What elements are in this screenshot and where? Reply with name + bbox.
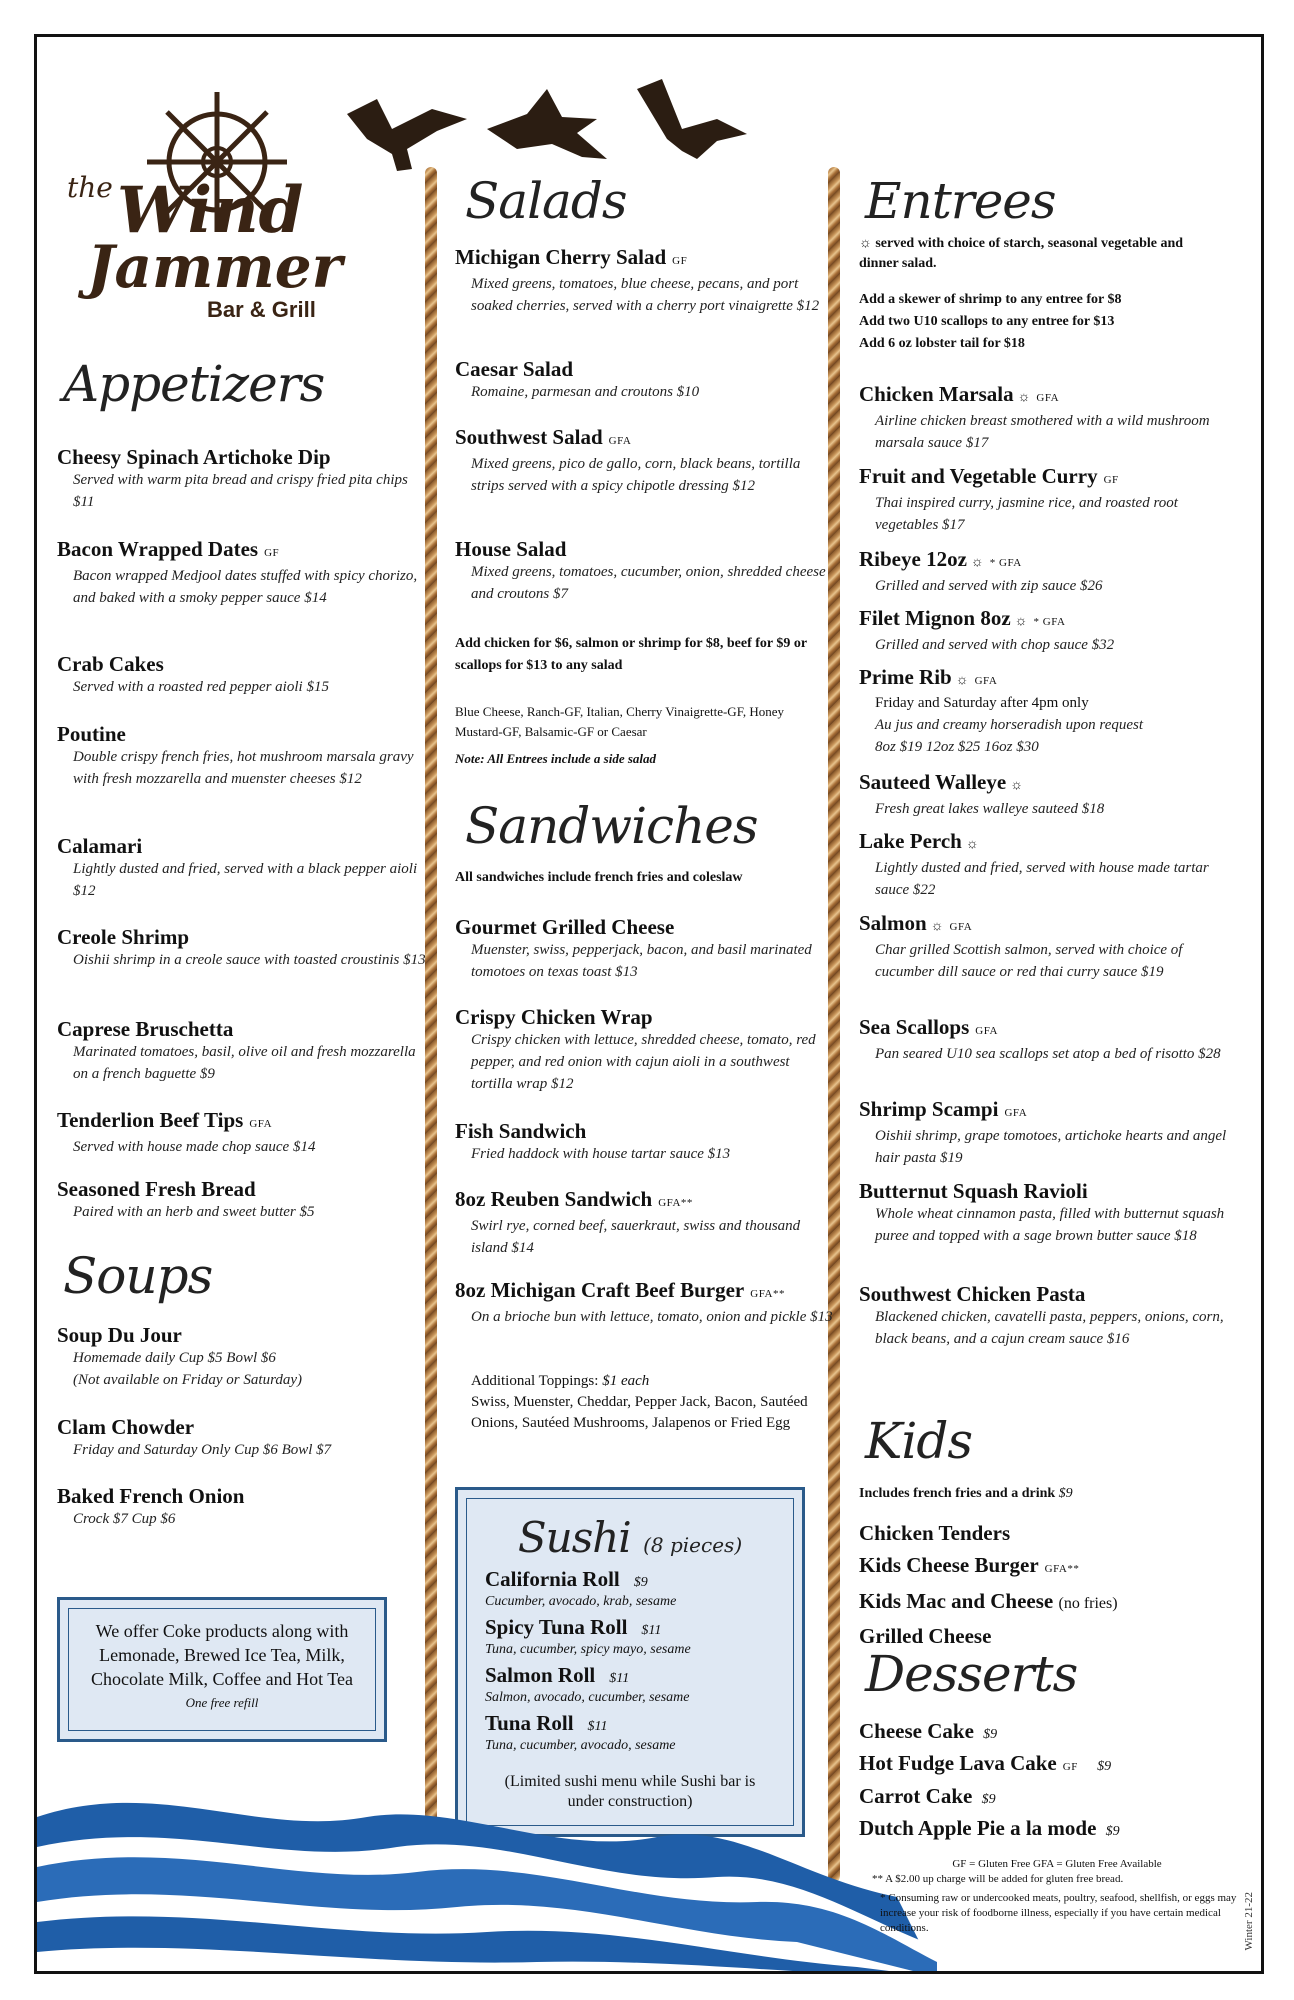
season-label: Winter 21-22	[1243, 1892, 1255, 1951]
sushi-item: Spicy Tuna Roll $11 Tuna, cucumber, spicy mayo, sesame	[485, 1615, 691, 1657]
menu-item: Lake Perch ☼ Lightly dusted and fried, served with house made tartar sauce $22	[859, 829, 1209, 898]
menu-item: Clam Chowder Friday and Saturday Only Cup $6 Bowl $7	[57, 1415, 332, 1458]
menu-item: Creole Shrimp Oishii shrimp in a creole sauce with toasted croustinis $13	[57, 925, 426, 968]
menu-item: Fruit and Vegetable Curry GF Thai inspired curry, jasmine rice, and roasted root vegetables $17	[859, 464, 1178, 533]
sushi-note: (Limited sushi menu while Sushi bar is under construction)	[504, 1773, 756, 1810]
drinks-text: We offer Coke products along with Lemonade, Brewed Ice Tea, Milk, Chocolate Milk, Coffee and Hot Tea	[90, 1621, 353, 1689]
menu-item: Gourmet Grilled Cheese Muenster, swiss, pepperjack, bacon, and basil marinated tomotoes on texas toast $13	[455, 915, 812, 980]
menu-item: Prime Rib ☼ GFA Friday and Saturday after 4pm only Au jus and creamy horseradish upon request 8oz $19 12oz $25 16oz $30	[859, 665, 1144, 755]
sandwiches-title: Sandwiches	[465, 797, 758, 855]
menu-item: Crispy Chicken Wrap Crispy chicken with lettuce, shredded cheese, tomato, red pepper, and red onion with cajun aioli in a southwest tortilla wrap $12	[455, 1005, 816, 1092]
menu-item: Chicken Marsala ☼ GFA Airline chicken breast smothered with a wild mushroom marsala sauce $17	[859, 382, 1210, 451]
menu-item: Butternut Squash Ravioli Whole wheat cinnamon pasta, filled with butternut squash puree and topped with a sage brown butter sauce $18	[859, 1179, 1225, 1244]
menu-item: Sea Scallops GFA Pan seared U10 sea scallops set atop a bed of risotto $28	[859, 1015, 1221, 1062]
entree-addon: Add two U10 scallops to any entree for $13	[859, 314, 1115, 329]
sushi-item: California Roll $9 Cucumber, avocado, krab, sesame	[485, 1567, 677, 1609]
menu-item: Bacon Wrapped Dates GF Bacon wrapped Medjool dates stuffed with spicy chorizo, and baked with a smoky pepper sauce $14	[57, 537, 418, 606]
menu-item: Seasoned Fresh Bread Paired with an herb and sweet butter $5	[57, 1177, 315, 1220]
menu-item: Caprese Bruschetta Marinated tomatoes, basil, olive oil and fresh mozzarella on a french baguette $9	[57, 1017, 416, 1082]
menu-item: Baked French Onion Crock $7 Cup $6	[57, 1484, 245, 1527]
appetizers-title: Appetizers	[63, 355, 325, 413]
kids-subtitle: Includes french fries and a drink $9	[859, 1486, 1073, 1501]
consumption-warning: * Consuming raw or undercooked meats, poultry, seafood, shellfish, or eggs may increase your risk of foodborne illness, especially if you have certain medical conditions.	[880, 1892, 1237, 1934]
menu-item: Salmon ☼ GFA Char grilled Scottish salmon, served with choice of cucumber dill sauce or red thai curry sauce $19	[859, 911, 1183, 980]
sushi-item: Salmon Roll $11 Salmon, avocado, cucumber, sesame	[485, 1663, 690, 1705]
menu-item: Poutine Double crispy french fries, hot mushroom marsala gravy with fresh mozzarella and muenster cheeses $12	[57, 722, 414, 787]
menu-item: Michigan Cherry Salad GF Mixed greens, tomatoes, blue cheese, pecans, and port soaked cherries, served with a cherry port vinaigrette $12	[455, 245, 820, 314]
menu-item: Crab Cakes Served with a roasted red pepper aioli $15	[57, 652, 329, 695]
geese-icon	[337, 59, 797, 179]
menu-item: Filet Mignon 8oz ☼ * GFA Grilled and served with chop sauce $32	[859, 606, 1115, 653]
sushi-title: Sushi	[517, 1513, 631, 1562]
kids-title: Kids	[865, 1412, 973, 1470]
entrees-title: Entrees	[865, 172, 1056, 230]
sushi-item: Tuna Roll $11 Tuna, cucumber, avocado, sesame	[485, 1711, 676, 1753]
menu-item: Fish Sandwich Fried haddock with house tartar sauce $13	[455, 1119, 731, 1162]
menu-item: Cheese Cake $9 Hot Fudge Lava Cake GF $9 Carrot Cake $9 Dutch Apple Pie a la mode $9	[859, 1719, 1120, 1840]
entree-addon: Add a skewer of shrimp to any entree for $8	[859, 292, 1122, 307]
footer-notes	[872, 1857, 1242, 1936]
menu-item: Soup Du Jour Homemade daily Cup $5 Bowl $6 (Not available on Friday or Saturday)	[57, 1323, 302, 1388]
menu-item: Southwest Chicken Pasta Blackened chicken, cavatelli pasta, peppers, onions, corn, black beans, and a cajun cream sauce $16	[859, 1282, 1224, 1347]
logo-the: the	[67, 171, 113, 204]
entree-intro: ☼ served with choice of starch, seasonal vegetable and dinner salad.	[859, 236, 1184, 271]
menu-item: House Salad Mixed greens, tomatoes, cucumber, onion, shredded cheese and croutons $7	[455, 537, 826, 602]
gluten-legend: GF = Gluten Free GFA = Gluten Free Available	[952, 1858, 1162, 1870]
entree-salad-note: Note: All Entrees include a side salad	[455, 751, 657, 766]
drinks-box	[57, 1597, 387, 1742]
soups-title: Soups	[63, 1247, 213, 1305]
menu-item: Southwest Salad GFA Mixed greens, pico de gallo, corn, black beans, tortilla strips served with a spicy chipotle dressing $12	[455, 425, 801, 494]
menu-item: Chicken Tenders Kids Cheese Burger GFA** Kids Mac and Cheese (no fries) Grilled Cheese	[859, 1521, 1118, 1648]
wind-jammer-logo	[57, 77, 357, 327]
menu-item: 8oz Reuben Sandwich GFA** Swirl rye, corned beef, sauerkraut, swiss and thousand island $14	[455, 1187, 801, 1256]
sandwich-subtitle: All sandwiches include french fries and coleslaw	[455, 870, 743, 885]
desserts-title: Desserts	[865, 1645, 1078, 1703]
dressings: Blue Cheese, Ranch-GF, Italian, Cherry Vinaigrette-GF, Honey Mustard-GF, Balsamic-GF or Caesar	[455, 704, 785, 739]
menu-item: Ribeye 12oz ☼ * GFA Grilled and served with zip sauce $26	[859, 547, 1103, 594]
upcharge-note: ** A $2.00 up charge will be added for gluten free bread.	[872, 1873, 1124, 1885]
entree-addon: Add 6 oz lobster tail for $18	[859, 336, 1025, 351]
menu-item: 8oz Michigan Craft Beef Burger GFA** On a brioche bun with lettuce, tomato, onion and pickle $13	[455, 1278, 833, 1325]
menu-item: Tenderlion Beef Tips GFA Served with house made chop sauce $14	[57, 1108, 316, 1155]
logo-bar-grill: Bar & Grill	[207, 297, 316, 322]
menu-page	[34, 34, 1264, 1974]
salads-title: Salads	[465, 172, 627, 230]
refill-note: One free refill	[185, 1695, 259, 1710]
menu-item: Calamari Lightly dusted and fried, served with a black pepper aioli $12	[57, 834, 418, 899]
logo-wind: Wind	[117, 173, 304, 248]
menu-item: Cheesy Spinach Artichoke Dip Served with warm pita bread and crispy fried pita chips $11	[57, 445, 408, 510]
menu-item: Caesar Salad Romaine, parmesan and croutons $10	[455, 357, 700, 400]
logo-jammer: Jammer	[87, 233, 343, 301]
waves-decoration	[37, 1777, 937, 1974]
salad-addons: Add chicken for $6, salmon or shrimp for $8, beef for $9 or scallops for $13 to any salad	[455, 636, 807, 673]
sushi-subtitle: (8 pieces)	[643, 1533, 743, 1557]
toppings: Additional Toppings: $1 each Swiss, Muenster, Cheddar, Pepper Jack, Bacon, Sautéed Onions, Sautéed Mushrooms, Jalapenos or Fried Egg	[471, 1373, 808, 1431]
menu-item: Shrimp Scampi GFA Oishii shrimp, grape tomotoes, artichoke hearts and angel hair pasta $19	[859, 1097, 1227, 1166]
menu-item: Sauteed Walleye ☼ Fresh great lakes walleye sauteed $18	[859, 770, 1105, 817]
